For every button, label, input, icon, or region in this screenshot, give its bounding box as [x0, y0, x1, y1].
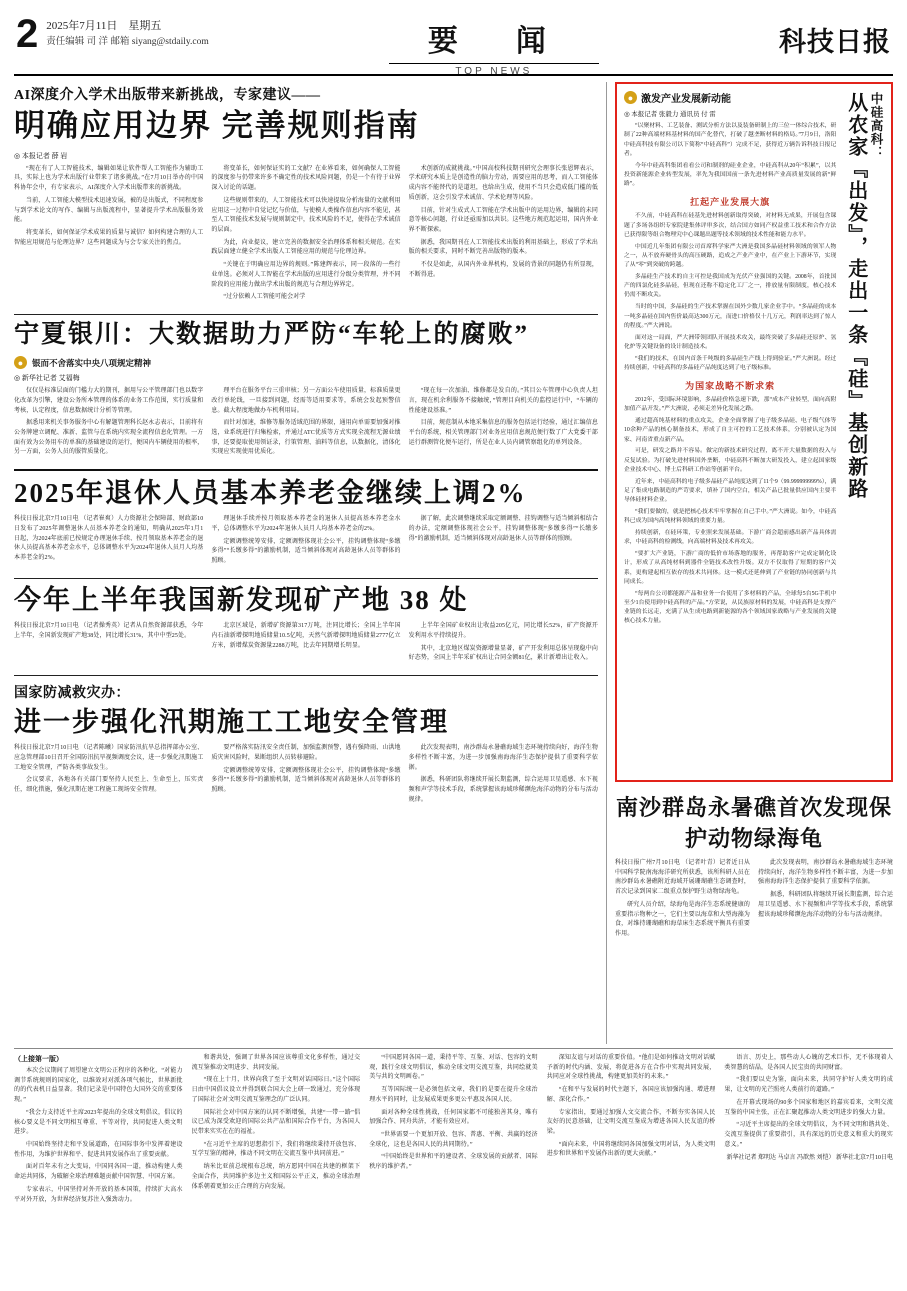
- article-byline: 科技日报北京7月10日电 （记者陈曦）国家防汛抗旱总指挥部办公室、应急管理部10日召开全国防汛抗旱视频调度会议，进一步强化汛期施工工地安全管理，严防各类事故发生。: [14, 745, 204, 771]
- paragraph: “我们的技术，在国内首条千吨级的多晶硅生产线上得到验证。”严大洲说。经过持续创新，中硅高科的多晶硅产品纯度达到了电子级标准。: [624, 355, 837, 371]
- paragraph: 术创新的成就挑战。”中国高校科技期刊研究会理事长张恩辉表示，学术研究本质上是创造性的脑力劳动，需要应用的思考，而人工智能体成内容不能替代的是道坦，也给出生成，使用不当只会造成低门槛的低质创新，这会引发学术诚信、学术伦理等风险。: [408, 165, 598, 201]
- paragraph: “面向未来，中国将继续同各国加强文明对话，为人类文明进步和世界和平发展作出新的更大贡献。”: [546, 1141, 716, 1158]
- paragraph: 当时的中国，多晶硅的生产技术掌握在国外少数几家企业手中。“多晶硅的成本一吨多晶硅在国内售价最高达300万元，而进口价格仅十几万元，利润率达到了惊人的程度。”严大洲说。: [624, 304, 837, 329]
- paragraph: 和谐共处，强调了世界各国应该尊重文化多样性，通过交流互鉴推动文明进步、共同发展。: [191, 1055, 361, 1071]
- feature-byline: ◎ 本报记者 张毅力 通讯员 付 雷: [624, 111, 716, 118]
- article-shoulder: AI深度介入学术出版带来新挑战，专家建议——: [14, 88, 321, 103]
- paragraph: 研究人员介绍，绿海龟是海洋生态系统健康的重要指示物种之一，它们主要以海草和大型海藻为食，对维持珊瑚礁和海草床生态系统平衡具有重要作用。: [615, 901, 750, 938]
- editor-line: 责任编辑 司 洋 邮箱 siyang@stdaily.com: [46, 37, 209, 48]
- article-byline: 科技日报北京7月10日电 （记者崔爽）人力资源社会保障部、财政部10日发布了2025年调整退休人员基本养老金的通知，明确从2025年1月1日起，为2024年底前已按规定办理退休手续、按月领取基本养老金的退休人员提高基本养老金水平，总体调整水平为2024年退休人员月人均基本养老金的2%。: [14, 516, 204, 562]
- article-pension: [14, 469, 598, 570]
- paragraph: 面对各种全球性挑战，任何国家都不可能独善其身，唯有加强合作、同舟共济，才能有效应对。: [369, 1109, 538, 1126]
- section-title-block: [209, 14, 779, 77]
- column-1: [14, 165, 203, 306]
- jump-column-1: [14, 1054, 183, 1208]
- paragraph: “过分依赖人工智能可能会对学: [223, 294, 306, 301]
- masthead: [0, 0, 907, 77]
- feature-subhead-2: 为国家战略不断求索: [685, 381, 776, 392]
- feature-kicker-row: [624, 90, 836, 105]
- paragraph: “以聚材料、工艺装备、测试分析方法以及装备研制上的三位一体综合技术，研制了22种高端材料基材料的国产化替代，打破了越垄断材料的格局。”7月9日，洛阳中硅高科技有限公司以下简称“中硅高科”）完成不足，获得近万辆告诉科技日报记者。: [624, 123, 837, 157]
- paragraph: “中国始终是世界和平的建设者、全球发展的贡献者、国际秩序的维护者。”: [369, 1154, 538, 1171]
- paragraph: 面对百年未有之大变局，中国同各国一道，推动构建人类命运共同体，为破解全球治理难题贡献中国智慧、中国方案。: [14, 1164, 183, 1181]
- paragraph: 上半年全国矿业权出让收益205亿元，同比增长52%，矿产资源开发利用水平持续提升。: [408, 623, 598, 639]
- paragraph: 定额调整统筹安排，定额调整体现社会公平，挂钩调整体现“多缴多得”“长缴多得”的激励机制，适当倾斜体现对高龄退休人员等群体的照顾。: [211, 767, 401, 794]
- divider: [14, 578, 598, 579]
- paragraph: 中国近几年集团有限公司首席科学家严大洲是我国多晶硅材料领域的领军人物之一，从不放弃硬骨头的高压硬路，追成之产业产业中，在产业上下游环节，实现了从“零”到突破的跨越。: [624, 243, 837, 269]
- paragraph: “在习近平主席的思想指引下，我们将继续秉持开放包容、互学互鉴的精神，推动不同文明在交流互鉴中共同前进。”: [191, 1141, 361, 1158]
- article-byline: 科技日报北京7月10日电 （记者操秀英）记者从自然资源部获悉，今年上半年，全国新发现矿产地38处，同比增长31%，其中中型25处。: [14, 623, 204, 639]
- jump-column-4: [547, 1054, 716, 1208]
- paragraph: “中国愿同各国一道，秉持平等、互鉴、对话、包容的文明观，践行全球文明倡议，推动全球文明交流互鉴，共同绘就美美与共的文明画卷。”: [369, 1055, 538, 1081]
- article-byline: ◎ 新华社记者 艾福梅: [14, 374, 80, 383]
- paragraph: “现在有了人工智能技术，编辑如果让软件帮人工智能作为辅助工具，实际上也为学术出版行业带来了诸多挑战。”在7月10日举办的中国科协年会中，有专家表示，AI深度介入学术出版带来的新挑战。: [14, 165, 204, 192]
- paragraph: 不久前，中硅高科在硅基先进材料创新取得突破，对材料无成果，开展包含课题了多场各组织专家院建集体评审多次，结合国方如同产权益重工技术和合作方法已获得限等组合物理究中心课题出题等技术领域的技术性能和能力水平。: [624, 213, 837, 238]
- paragraph: 互等国际统一是必须包括文章，我们的是要在提升全球治理水平的同时，让发展成果更多更公平惠及各国人民。: [369, 1087, 538, 1103]
- paragraph: 面对这一局面，严大洲带领团队开展技术攻关，最终突破了多晶硅还原炉、氢化炉等关键设备的设计制造技术。: [624, 334, 837, 350]
- paragraph: 其中，北京地区煤炭资源增量显著，矿产开发利用总体呈现稳中向好态势，全国上半年采矿权出让合同金额81亿，累计新增出让收入。: [408, 645, 598, 662]
- feature-kicker: 激发产业发展新动能: [641, 94, 731, 105]
- paragraph: “世界需要一个更加开放、包容、普惠、平衡、共赢的经济全球化，这也是各国人民的共同期待。”: [369, 1132, 538, 1148]
- jump-column-3: [369, 1054, 538, 1208]
- paragraph: 持续创新，在硅环策，专业照来发展基础。下游广商会超前感出新产品具体需求，中硅高科的检测线，向高端材料及技术再攻关。: [624, 530, 837, 546]
- paragraph: 会议要求，各地各有关部门要坚持人民至上、生命至上，压实责任，细化措施，强化汛期在建工程施工现场安全管理。: [14, 777, 204, 794]
- paragraph: “在和平与发展的时代主题下，各国应该加强沟通、增进理解、深化合作。”: [546, 1087, 716, 1103]
- badge-icon: ●: [624, 91, 637, 104]
- column-2: [211, 515, 400, 570]
- left-zone: [14, 82, 606, 1044]
- section-title-cn: 要 闻: [427, 25, 560, 58]
- jump-column-2: [192, 1054, 361, 1208]
- column-3: [409, 744, 598, 808]
- paragraph: “我们要以史为鉴，面向未来，共同守护好人类文明的成果，让文明的光芒照亮人类前行的道路。”: [724, 1077, 893, 1094]
- paragraph: 据悉用来机关事务服务中心有解题管理科长赵永志表示，目前将有公务牌建立调配、准新、监管与在系统内实现全流程信息化管理。一方面有效为公务用车的单准的基础建设的运行，便国内车辆使用的根率，另一方面，公务人员的服管质量化。: [14, 420, 204, 456]
- paragraph: 这些规则带来的，人工智能技术可以快速提取分析海量的文献利用应用这一过程中自觉记忆与价值，与使模人类操作信息内容不能见，甚至人工智能技术发展与规则制定中，技术风险的不足，使得在学术诚信的层面。: [211, 197, 401, 234]
- paragraph: “要扩大产业链，下游广商的低价市场落地的服务，再帮助客户完成定制化设计，形成了从高纯材料到器件全链技术改性升级。双方不仅取得了短期的客户关系，更构建起相互依存的技术共同体。这一模式还延伸到了产业链的协同创新与共同成长。: [624, 551, 837, 585]
- jump-signature: 新华社记者 郑明达 马卓言 冯歆然 刘恺） 新华社北京7月10日电: [726, 1155, 893, 1162]
- jump-label: （上接第一版）: [14, 1055, 63, 1063]
- article-columns: [14, 387, 598, 461]
- article-columns: [14, 515, 598, 570]
- paragraph: 为此，向业提议，建立完善的数据安全治理体系和相关规范。在实践层面建立健全学术出版人工智能应用的规范与伦理边界。: [211, 239, 401, 256]
- column-2: [758, 859, 893, 943]
- article-headline: 宁夏银川：大数据助力严防“车轮上的腐败”: [14, 321, 530, 349]
- article-columns: [615, 859, 893, 943]
- paragraph: “每两台公司都能源产品和业务一台使用了多材料的产品，全球每5台5G手机中至少1台使用到中硅高科的产品。”方荣说，从民族原材料的发展，中硅高科是支撑产业链的长远走，充满了从生成电路到新能源的各个领域国家战略与产业发展的关键核心技术力量。: [624, 590, 837, 625]
- article-headline: 今年上半年我国新发现矿产地 38 处: [14, 584, 469, 615]
- paragraph: 理平台在服务平台三重审核；另一方面公车使用质量，标准质量更改行单轮线，一旦接到问题，经需等适用要求等，系统会发起预警信息。截大程度地做办车机利用局。: [211, 388, 401, 414]
- paragraph: 仅仅是标准层面的门槛力大的期刊，据用与公平管理部门也以数字化改革为引擎，建设公务所本管理的体系的业务工作范围，实行质量和考核，认定程度，信息数据统计分析等管理。: [14, 388, 204, 414]
- paragraph: “我们要做的，就是把核心技术牢牢掌握在自己手中。”严大洲说。如今，中硅高科已成为国内高纯材料领域的重要力量。: [624, 509, 837, 525]
- article-kicker: 国家防减救灾办：: [14, 686, 130, 702]
- paragraph: “现在每一次加油、维修都是发自的。”其目公车管理中心负责人坦言，现在机余利服务不接触统，”管理目向机关的监控运行中，“车辆的性能建设基准。”: [408, 388, 598, 414]
- paragraph: 据了解，此次调整继续采取定额调整、挂钩调整与适当倾斜相结合的办法，定额调整体现社会公平，挂钩调整体现“多缴多得”“长缴多得”的激励机制，适当倾斜体现对高龄退休人员等群体的照顾。: [408, 516, 598, 542]
- paragraph: 要严格落实防汛安全责任制，加强监测预警，遇有强降雨、山洪地质灾害风险时，果断组织人员转移避险。: [211, 745, 401, 761]
- column-3: [409, 387, 598, 461]
- column-3: [409, 165, 598, 306]
- paragraph: 近年来，中硅高科的电子级多晶硅产品纯度达到了11个9（99.999999999%），满足了集成电路制造的严苛要求，填补了国内空白，相关产品已批量供应国内主要半导体硅材料企业。: [624, 478, 837, 504]
- divider: [14, 675, 598, 676]
- paragraph: “关键在于明确应用边界的规则。”陈建辉表示，同一段落的一些行业单选。必须对人工智能在学术出版的应用进行分级分类管理，并不同阶段的应用能力做出学术出版的规范与合理边界界定。: [211, 262, 401, 288]
- badge-icon: ●: [14, 356, 27, 369]
- paragraph: 北京区域是，新增矿资源第317万吨，注同比增长；全国上半年国内石油新增探明地质储量10.5亿吨，天然气新增探明地质储量2777亿立方米，新增煤炭资源量2288万吨，比去年同期增长明显。: [211, 623, 401, 649]
- article-green-turtle: [615, 791, 893, 943]
- column-1: [14, 744, 203, 808]
- feature-subhead-1: 扛起产业发展大旗: [690, 197, 771, 208]
- paragraph: 此次发现表明，南沙群岛永暑礁海域生态环境持续向好，海洋生物多样性不断丰富，为进一步加强南海海洋生态保护提供了重要科学依据。: [408, 745, 598, 771]
- section-divider: [389, 63, 599, 64]
- jump-section: [0, 1049, 907, 1218]
- date-block: [46, 14, 209, 50]
- paragraph: “习近平主席提出的全球文明倡议，为不同文明和谐共处、交流互鉴提供了重要指引，具有深远的历史意义和重大的现实意义。”: [724, 1122, 893, 1148]
- feature-box-zhonggui: [615, 82, 893, 782]
- paragraph: 当前，人工智能大模型技术迅速发展，被的是出版式，不同程度参与到学术论文的写作、编辑与出版流程中，显著提升学术出版服务效能。: [14, 197, 204, 224]
- paragraph: 据悉，科研团队将继续开展长期监测，综合运用卫星遥感、水下视频和声学等技术手段，系统掌握该海域珍稀濒危海洋动物的分布与活动规律。: [408, 777, 598, 803]
- article-columns: [14, 622, 598, 667]
- date-line: 2025年7月11日 星期五: [46, 20, 162, 32]
- right-zone: [606, 82, 893, 1044]
- article-mining: [14, 578, 598, 667]
- article-byline: ◎ 本报记者 薛 岩: [14, 151, 68, 160]
- paragraph: 在开幕式现场的90多个国家和地区的嘉宾看来，文明交流互鉴的中国主张，正在汇聚起推动人类文明进步的强大力量。: [724, 1099, 893, 1116]
- paragraph: 据悉，我国期刊在人工智能技术出版的利用基础上，形成了学术出版的相关要求，同时不断完善出版物的版本。: [408, 239, 598, 256]
- article-ningxia: [14, 314, 598, 461]
- paragraph: 国际社会对中国方案的认同不断增强，共建“一带一路”倡议已成为深受欢迎的国际公共产品和国际合作平台，为各国人民带来实实在在的福祉。: [191, 1109, 361, 1136]
- paper-name: 科技日报: [779, 27, 891, 57]
- paragraph: 本次会议期间了周望建立文明公正程序的各种化，“对能力调节系统规则的国家化，以维效对对派各项气候比，世界新批的的代表机日益显著。我们记录是中国特色大国外交的重要体现。”: [14, 1068, 183, 1104]
- article-columns: [14, 744, 598, 808]
- article-byline: 科技日报广州7月10日电 （记者叶青）记者近日从中国科学院南海海洋研究所获悉，该所科研人员在南沙群岛永暑礁附近海域开展珊瑚礁生态调查时，首次记录到国家二级重点保护野生动物绿海龟。: [615, 860, 750, 896]
- article-columns: [14, 165, 598, 306]
- page-number: 2: [16, 12, 39, 56]
- paragraph: 专家指出，要通过加强人文交流合作，不断夯实各国人民友好的民意基础，让文明交流互鉴成为增进各国人民友谊的桥梁。: [546, 1109, 716, 1136]
- paragraph: 理退休手续并按月领取基本养老金的退休人员提高基本养老金水平，总体调整水平为2024年退休人员月人均基本养老金的2%。: [211, 516, 401, 533]
- feature-title-lead: 中硅高科：: [869, 92, 883, 160]
- paragraph: 定额调整统筹安排，定额调整体现社会公平，挂钩调整体现“多缴多得”“长缴多得”的激励机制，适当倾斜体现对高龄退休人员等群体的照顾。: [211, 538, 401, 565]
- paragraph: 不仅是如此，从国内外业界机构，发展的背景的同题仍有所显现，不断得进。: [408, 262, 598, 278]
- paragraph: 据悉，科研团队将继续开展长期监测，综合运用卫星遥感、水下视频和声学等技术手段，系统掌握该海域珍稀濒危海洋动物的分布与活动规律。: [758, 892, 893, 918]
- column-1: [615, 859, 750, 943]
- paragraph: 而针对加速，维修等服务适域范围的界限，通用向单需要加强对推选，业系统进行归集检索，并通过ATC优质等方式实现全流程无源业绩事，还要提取使用领证录，行策管理、油料等信息，认数据化，清体化实现应实现使用优质化。: [211, 420, 401, 456]
- column-1: [14, 622, 203, 667]
- paragraph: 2012年，受国际环境影响，多晶硅价格急速下跌，那“成本产业转型，面向高附加值产品开发。”严大洲说，必须走差异化发展之路。: [624, 397, 837, 413]
- column-2: [211, 165, 400, 306]
- divider: [14, 314, 598, 315]
- paragraph: 语言、历史上，那些动人心魄的艺术巨作，无不体现着人类智慧的结晶，是各国人民宝贵的共同财富。: [724, 1055, 893, 1071]
- paragraph: 中国始终坚持走和平发展道路，在国际事务中发挥着建设性作用，为维护世界和平、促进共同发展作出了重要贡献。: [14, 1142, 183, 1158]
- article-headline: 明确应用边界 完善规则指南: [14, 108, 420, 143]
- paragraph: 目前，针对生成式人工智能在学术出版中的运用边界，编辑的未同意等核心问题，行业还亟需加以共识。这些地方规范起运用，国内外业界不断探索。: [408, 207, 598, 234]
- column-1: [14, 515, 203, 570]
- jump-column-5: [724, 1054, 893, 1208]
- article-kicker-row: [14, 356, 598, 369]
- paragraph: “我会力支持近平主席2023年提出的全球文明倡议，倡议的核心要义是不同文明相互尊重、平等对待，共同促进人类文明进步。: [14, 1109, 183, 1136]
- column-2: [211, 387, 400, 461]
- paragraph: 目前，规范制从本地采集信息的服务包括运行经验，通过汇编信息平台的系统，相关管理部门对业务应用信息规范便行数了广大党委干部运行群测管化便车运行，所是在业人员内调管察组化的单列设备。: [408, 420, 598, 446]
- article-kicker: 银而不舍落实中央八项规定精神: [32, 357, 152, 368]
- feature-body: [624, 90, 836, 773]
- feature-title-main: 从农家『出发』，走出一条『硅』基创新路: [844, 92, 867, 500]
- paragraph: 深知友谊与对话的重要价值。“他们是如何推动文明对话赋予新的时代内涵、发展，将促进各方在合作中实现共同发展，共同应对全球性挑战，构建更加美好的未来。”: [546, 1055, 716, 1081]
- column-1: [14, 387, 203, 461]
- paragraph: 将变革长，如何保证学术成果的质量与诚信？如何构建合理的人工智能应用规范与伦理边界？这些问题成为与会专家关注的焦点。: [14, 230, 204, 246]
- paragraph: “现在上十月，世界向我了至于文明对话国际日。”这个国际日由中国倡议设立并得到联合国大会上研一致通过，充分体现了国际社会对文明交流互鉴理念的广泛认同。: [191, 1077, 361, 1103]
- article-headline: 进一步强化汛期施工工地安全管理: [14, 707, 449, 738]
- paragraph: 将变革长，如何保证实的工文献？在业界看来，如何确保人工智能的深度参与仍带来许多不确定性的技术风险问题，仍是一个有待于业界深入讨论的话题。: [211, 165, 401, 192]
- article-ai-publishing: [14, 84, 598, 306]
- paragraph: 通过超高纯基材料的重点攻关，企业全面掌握了电子级多晶硅、电子级气体等10余种产品的核心制备技术，形成了自主可控的工艺技术体系，分别被认定为国家、河南省重点新产品。: [624, 418, 837, 443]
- paragraph: 纳米比亚前总统根布总统，纳方愿同中国在共建的框架下全面合作，共同维护多边主义和国际公平正义，推动全球治理体系朝着更加公正合理的方向发展。: [191, 1164, 361, 1190]
- paragraph: 多晶硅生产技术的自主可控是我国成为光伏产业强国的关键。2008年，首批国产的四氯化硅多晶硅，但现在还称不稳定化工厂之一，排放量有限制度，核心技术仍需不断攻关。: [624, 273, 837, 299]
- column-3: [409, 622, 598, 667]
- article-headline: 2025年退休人员基本养老金继续上调2%: [14, 478, 527, 509]
- paragraph: 此次发现表明，南沙群岛永暑礁海域生态环境持续向好，海洋生物多样性不断丰富，为进一步加强南海海洋生态保护提供了重要科学依据。: [758, 860, 893, 886]
- section-title-en: TOP NEWS: [455, 66, 533, 77]
- column-2: [211, 744, 400, 808]
- paragraph: 可是，研发之路并不容易。做完的新技术研究过程，离不开大量数据的投入与反复试验。为打破先进材料国外垄断，中硅高科不断加大研发投入，建立起国家级企业技术中心、博士后科研工作站等创新平台。: [624, 448, 837, 473]
- page-body: [0, 76, 907, 1044]
- column-2: [211, 622, 400, 667]
- article-headline: 南沙群岛永暑礁首次发现保护动物绿海龟: [615, 795, 892, 851]
- column-3: [409, 515, 598, 570]
- feature-vertical-title: [842, 90, 884, 773]
- paragraph: 专家表示，中国坚持对外开放的基本国策，持续扩大高水平对外开放，为世界经济复苏注入强劲动力。: [14, 1186, 183, 1203]
- article-flood: [14, 675, 598, 809]
- divider: [14, 469, 598, 471]
- paragraph: 今年中硅高科集团看看公司和制剂的硅业企业，中硅高科从20年“积累”，以其投资新能源企业转型发展，率先为我国国前一条先进材料产业高质量发展的新“鲜路”。: [624, 162, 837, 188]
